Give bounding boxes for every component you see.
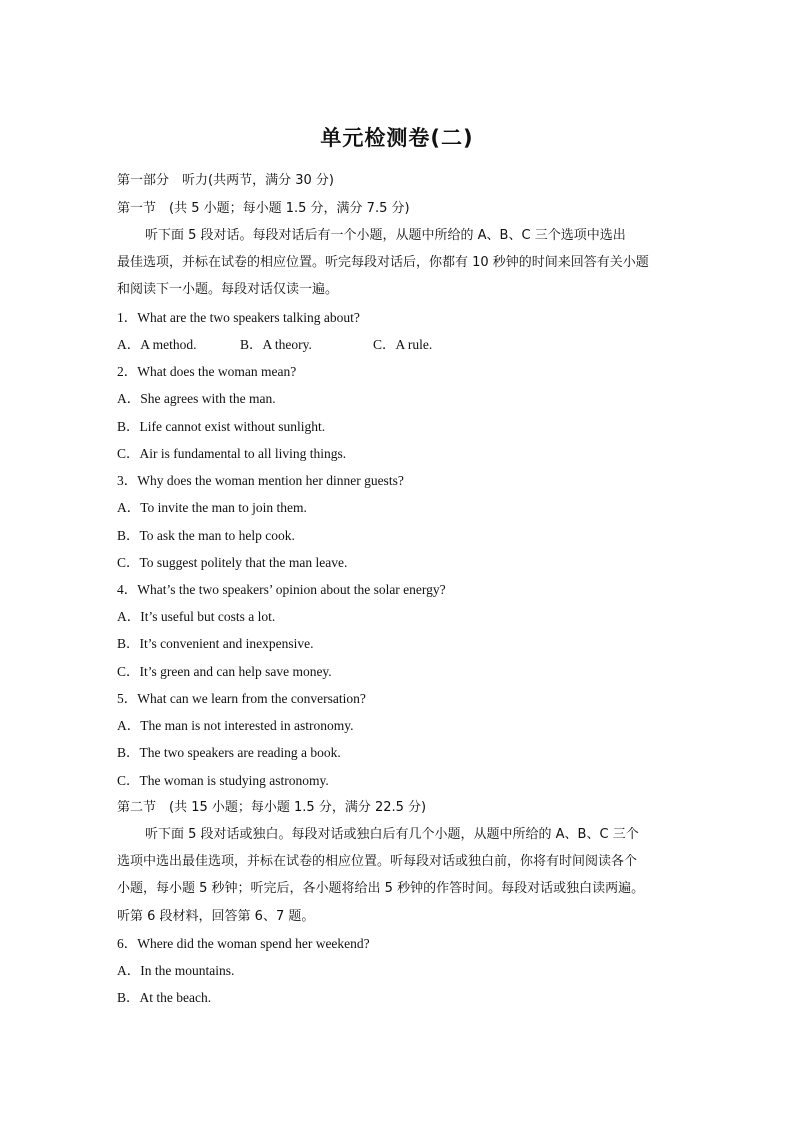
option-b: B．The two speakers are reading a book. bbox=[117, 745, 341, 760]
option-a: A．In the mountains. bbox=[117, 963, 235, 978]
option-c: C．To suggest politely that the man leave. bbox=[117, 555, 348, 570]
section-heading: 第二节 (共 15 小题；每小题 1.5 分，满分 22.5 分) bbox=[117, 800, 427, 815]
option-a: A．It’s useful but costs a lot. bbox=[117, 609, 276, 624]
option-c: C．It’s green and can help save money. bbox=[117, 664, 332, 679]
question-1: 1．What are the two speakers talking about? bbox=[117, 310, 360, 325]
option-b: B．At the beach. bbox=[117, 990, 212, 1005]
option-a: A．The man is not interested in astronomy. bbox=[117, 718, 354, 733]
page-title: 单元检测卷(二) bbox=[320, 126, 474, 150]
question-4: 4．What’s the two speakers’ opinion about the solar energy? bbox=[117, 582, 446, 597]
section-heading: 第一节 (共 5 小题；每小题 1.5 分，满分 7.5 分) bbox=[117, 201, 410, 216]
option-a: A．She agrees with the man. bbox=[117, 391, 276, 406]
option-b: B．It’s convenient and inexpensive. bbox=[117, 636, 314, 651]
question-5: 5．What can we learn from the conversation? bbox=[117, 691, 366, 706]
instruction-line: 最佳选项，并标在试卷的相应位置。听完每段对话后，你都有 10 秒钟的时间来回答有关小题 bbox=[117, 255, 649, 270]
instruction-line: 选项中选出最佳选项，并标在试卷的相应位置。听每段对话或独白前，你将有时间阅读各个 bbox=[117, 854, 638, 869]
option-c: C．The woman is studying astronomy. bbox=[117, 773, 329, 788]
option-b: B．Life cannot exist without sunlight. bbox=[117, 419, 326, 434]
instruction-line: 小题，每小题 5 秒钟；听完后，各小题将给出 5 秒钟的作答时间。每段对话或独白读两遍。 bbox=[117, 881, 645, 896]
question-2: 2．What does the woman mean? bbox=[117, 364, 297, 379]
instruction-line: 和阅读下一小题。每段对话仅读一遍。 bbox=[117, 282, 339, 297]
option-c: C．A rule. bbox=[373, 337, 433, 352]
option-a: A．A method. bbox=[117, 337, 197, 352]
material-note: 听第 6 段材料，回答第 6、7 题。 bbox=[117, 909, 315, 924]
option-c: C．Air is fundamental to all living things. bbox=[117, 446, 347, 461]
question-3: 3．Why does the woman mention her dinner guests? bbox=[117, 473, 404, 488]
option-b: B．To ask the man to help cook. bbox=[117, 528, 295, 543]
option-a: A．To invite the man to join them. bbox=[117, 500, 307, 515]
option-b: B．A theory. bbox=[240, 337, 312, 352]
question-6: 6．Where did the woman spend her weekend? bbox=[117, 936, 370, 951]
instruction-line: 听下面 5 段对话或独白。每段对话或独白后有几个小题，从题中所给的 A、B、C 三个 bbox=[145, 827, 639, 842]
part-heading: 第一部分 听力(共两节，满分 30 分) bbox=[117, 173, 334, 188]
instruction-line: 听下面 5 段对话。每段对话后有一个小题，从题中所给的 A、B、C 三个选项中选出 bbox=[145, 228, 626, 243]
